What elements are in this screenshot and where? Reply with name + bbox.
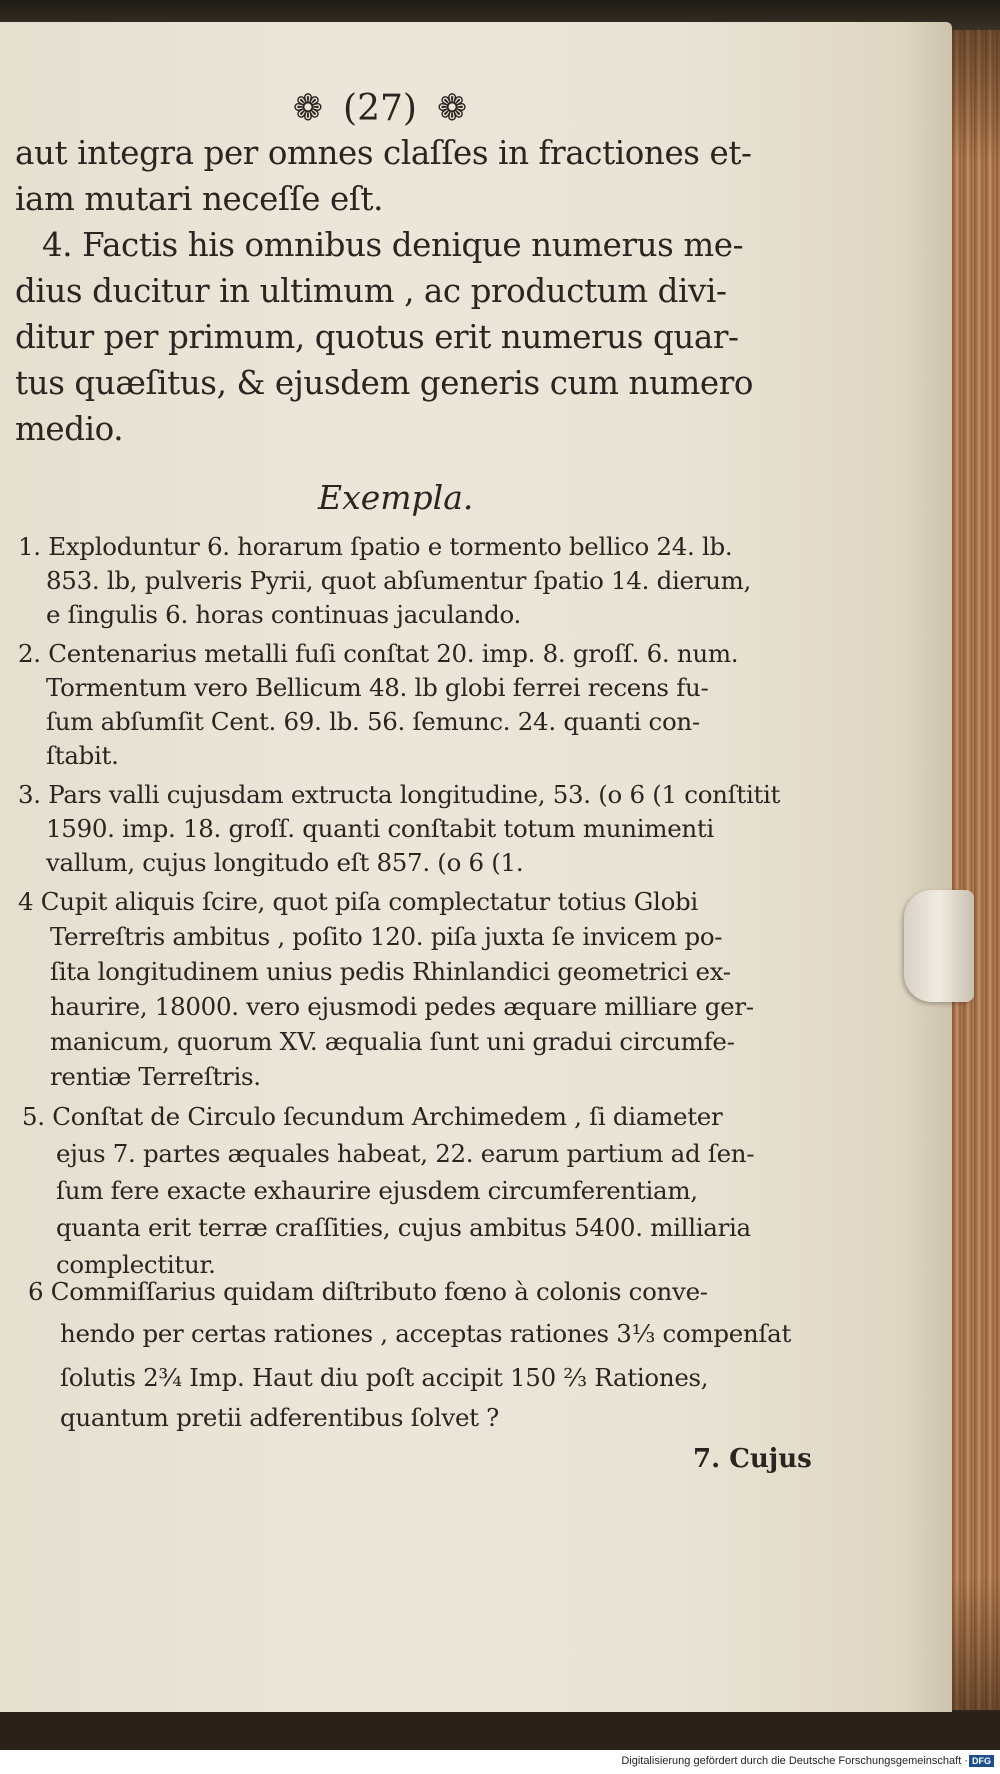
body-line: 4. Factis his omnibus denique numerus me- <box>42 226 744 264</box>
dfg-logo-icon: DFG <box>969 1755 994 1767</box>
body-line: medio. <box>15 410 124 448</box>
example-line: e ſingulis 6. horas continuas jaculando. <box>46 600 522 629</box>
example-line: 1590. imp. 18. groſſ. quanti conſtabit totum munimenti <box>46 814 714 843</box>
example-line: vallum, cujus longitudo eſt 857. (o 6 (1. <box>46 848 524 877</box>
example-line: Tormentum vero Bellicum 48. lb globi ferrei recens fu- <box>46 673 709 702</box>
body-line: tus quæſitus, & ejusdem generis cum numero <box>15 364 754 402</box>
digitization-credit: Digitalisierung gefördert durch die Deutsche Forschungsgemeinschaft · <box>621 1755 968 1767</box>
catchword: 7. Cujus <box>693 1444 812 1474</box>
example-line: complectitur. <box>56 1250 216 1279</box>
example-line: 5. Conſtat de Circulo ſecundum Archimedem , ſi diameter <box>22 1102 723 1131</box>
example-line: ejus 7. partes æquales habeat, 22. earum partium ad ſen- <box>56 1139 755 1168</box>
body-line: dius ducitur in ultimum , ac productum divi- <box>15 272 727 310</box>
right-ornament-icon: ❁ <box>436 88 468 129</box>
example-line: quantum pretii adferentibus ſolvet ? <box>60 1403 500 1432</box>
example-line: ſtabit. <box>46 741 119 770</box>
body-line: iam mutari neceſſe eſt. <box>15 180 384 218</box>
section-heading: Exempla. <box>318 478 474 517</box>
running-header <box>255 88 505 136</box>
example-line: 1. Exploduntur 6. horarum ſpatio e tormento bellico 24. lb. <box>18 532 733 561</box>
page-edges-shadow <box>952 30 1000 1710</box>
example-line: Terreſtris ambitus , poſito 120. piſa juxta ſe invicem po- <box>50 922 723 951</box>
example-line: 3. Pars valli cujusdam extructa longitudine, 53. (o 6 (1 conſtitit <box>18 780 781 809</box>
page-number: (27) <box>343 88 417 129</box>
example-line: ſum abſumſit Cent. 69. lb. 56. ſemunc. 24. quanti con- <box>46 707 700 736</box>
page-gutter-shade <box>900 22 952 1712</box>
example-line: ſita longitudinem unius pedis Rhinlandici geometrici ex- <box>50 957 731 986</box>
example-line: manicum, quorum XV. æqualia ſunt uni gradui circumfe- <box>50 1027 735 1056</box>
example-line: 4 Cupit aliquis ſcire, quot piſa complectatur totius Globi <box>18 887 698 916</box>
body-line: aut integra per omnes claſſes in fractiones et- <box>15 134 752 172</box>
example-line: 6 Commiſſarius quidam diſtributo fœno à colonis conve- <box>28 1277 708 1306</box>
example-line: rentiæ Terreſtris. <box>50 1062 261 1091</box>
left-ornament-icon: ❁ <box>292 88 324 129</box>
footer-bar <box>0 1750 1000 1774</box>
bottom-binding-shadow <box>0 1712 1000 1750</box>
body-line: ditur per primum, quotus erit numerus quar- <box>15 318 739 356</box>
example-line: ſum fere exacte exhaurire ejusdem circumferentiam, <box>56 1176 698 1205</box>
page-clip <box>904 890 974 1002</box>
example-line: 853. lb, pulveris Pyrii, quot abſumentur ſpatio 14. dierum, <box>46 566 752 595</box>
example-line: haurire, 18000. vero ejusmodi pedes æquare milliare ger- <box>50 992 754 1021</box>
example-line: ſolutis 2¾ Imp. Haut diu poſt accipit 150 ⅔ Rationes, <box>60 1363 709 1392</box>
example-line: quanta erit terræ craſſities, cujus ambitus 5400. milliaria <box>56 1213 751 1242</box>
example-line: hendo per certas rationes , acceptas rationes 3⅓ compenſat <box>60 1319 792 1348</box>
example-line: 2. Centenarius metalli fuſi conſtat 20. imp. 8. groſſ. 6. num. <box>18 639 739 668</box>
